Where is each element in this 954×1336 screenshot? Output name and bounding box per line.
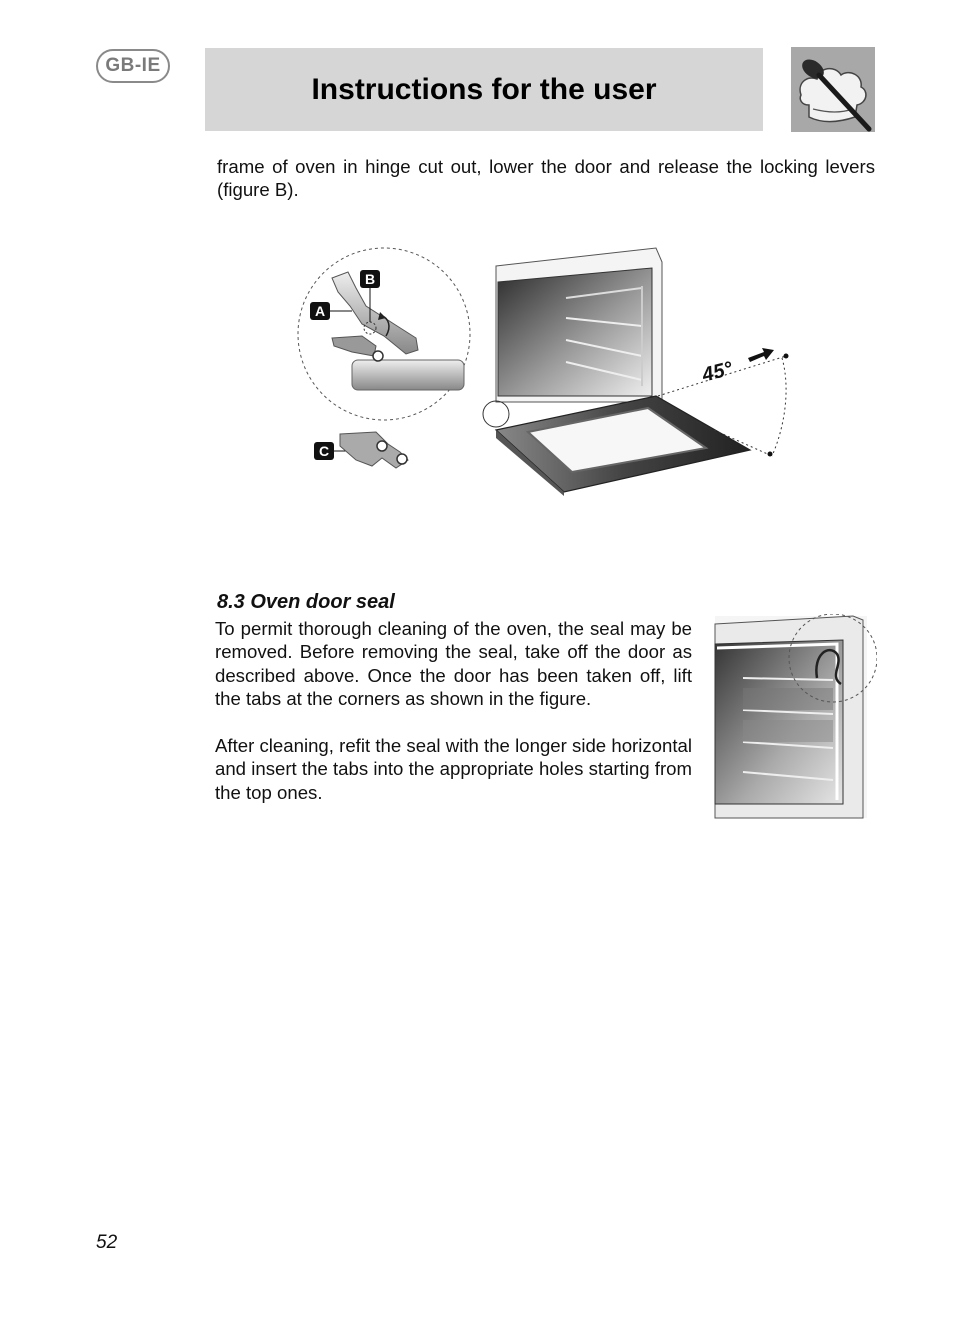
intro-paragraph: frame of oven in hinge cut out, lower the door and release the locking levers (figure B). <box>217 156 875 201</box>
page-number: 52 <box>96 1232 118 1253</box>
page-title: Instructions for the user <box>311 72 657 106</box>
label-a: A <box>314 303 326 319</box>
seal-paragraph-1: To permit thorough cleaning of the oven, the seal may be removed. Before removing the seal, take off the door as described above. Once the door has been taken off, lift the tabs at the corners as shown in the figure. <box>215 618 692 710</box>
label-b: B <box>364 271 376 287</box>
angle-label: 45° <box>700 357 735 387</box>
section-title: 8.3 Oven door seal <box>217 591 395 613</box>
door-removal-figure <box>296 246 791 496</box>
chef-hat-spoon-icon <box>791 47 875 132</box>
label-c: C <box>318 443 330 459</box>
language-badge: GB-IE <box>96 49 170 83</box>
seal-paragraph-2: After cleaning, refit the seal with the longer side horizontal and insert the tabs into the appropriate holes starting from the top ones. <box>215 735 692 803</box>
door-seal-figure <box>713 614 877 820</box>
header-title-bar <box>205 48 763 131</box>
